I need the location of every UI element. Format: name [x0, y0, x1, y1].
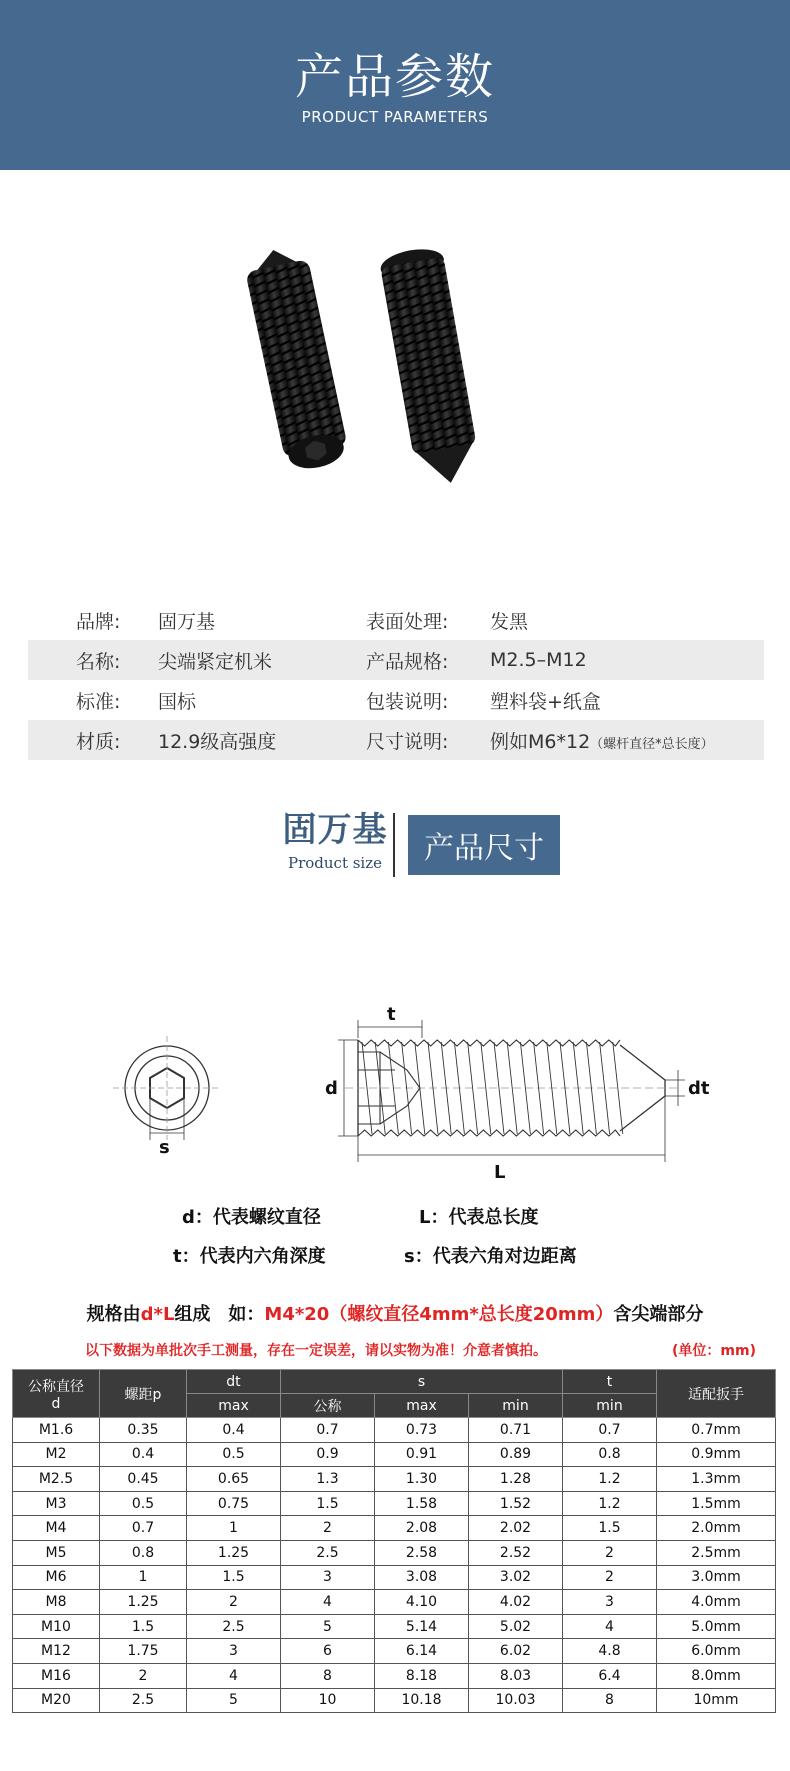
table-cell: 5.02 — [469, 1614, 563, 1639]
subheader-s-max: max — [375, 1394, 469, 1418]
header-t: t — [563, 1370, 657, 1394]
screw-left — [242, 245, 351, 474]
spec-key: 尺寸说明: — [366, 730, 449, 753]
table-cell: M5 — [13, 1540, 100, 1565]
table-cell: 0.45 — [100, 1467, 187, 1492]
table-row — [13, 1516, 776, 1541]
spec-value: 尖端紧定机米 — [158, 650, 273, 673]
table-cell: 0.5 — [100, 1491, 187, 1516]
table-cell: 3 — [187, 1639, 281, 1664]
legend-t: t：代表内六角深度 — [173, 1246, 326, 1267]
table-cell: 3.0mm — [657, 1565, 776, 1590]
dimension-table — [12, 1369, 776, 1713]
table-cell: 10mm — [657, 1688, 776, 1713]
table-cell: 10.03 — [469, 1688, 563, 1713]
table-cell: 0.91 — [375, 1442, 469, 1467]
brand-logo-sub: Product size — [287, 854, 383, 872]
table-cell: 8.18 — [375, 1663, 469, 1688]
table-row — [13, 1565, 776, 1590]
table-cell: 0.73 — [375, 1418, 469, 1443]
table-cell: 5 — [281, 1614, 375, 1639]
label-dt: dt — [688, 1078, 710, 1099]
table-cell: M1.6 — [13, 1418, 100, 1443]
table-cell: 1.28 — [469, 1467, 563, 1492]
dimension-diagram — [0, 990, 790, 1200]
table-cell: M2.5 — [13, 1467, 100, 1492]
subheader-dt-max: max — [187, 1394, 281, 1418]
table-cell: M2 — [13, 1442, 100, 1467]
formula-part: 规格由 — [86, 1304, 141, 1325]
table-header-row — [13, 1370, 776, 1394]
table-cell: 1.5 — [187, 1565, 281, 1590]
table-cell: 10 — [281, 1688, 375, 1713]
table-cell: 4.10 — [375, 1590, 469, 1615]
spec-value: 固万基 — [158, 610, 216, 633]
spec-table — [28, 600, 764, 760]
table-row — [13, 1590, 776, 1615]
end-view — [113, 1036, 221, 1140]
table-cell: 2.08 — [375, 1516, 469, 1541]
spec-key: 产品规格: — [366, 650, 449, 673]
table-row — [13, 1639, 776, 1664]
table-row — [13, 1418, 776, 1443]
legend-d: d：代表螺纹直径 — [182, 1207, 321, 1228]
table-cell: M20 — [13, 1688, 100, 1713]
spec-value: 发黑 — [490, 610, 529, 633]
table-cell: 8.03 — [469, 1663, 563, 1688]
subheader-t-min: min — [563, 1394, 657, 1418]
table-cell: 1.3 — [281, 1467, 375, 1492]
table-cell: 5.0mm — [657, 1614, 776, 1639]
table-cell: 0.71 — [469, 1418, 563, 1443]
spec-formula — [0, 1300, 790, 1326]
spec-value: 国标 — [158, 690, 197, 713]
table-cell: 4.02 — [469, 1590, 563, 1615]
table-cell: 0.4 — [187, 1418, 281, 1443]
table-cell: 4 — [187, 1663, 281, 1688]
spec-key: 品牌: — [76, 610, 121, 633]
table-cell: 3.02 — [469, 1565, 563, 1590]
label-L: L — [494, 1162, 506, 1183]
table-cell: 0.35 — [100, 1418, 187, 1443]
legend-L: L：代表总长度 — [419, 1207, 539, 1228]
table-cell: 1 — [100, 1565, 187, 1590]
table-cell: 6.0mm — [657, 1639, 776, 1664]
table-cell: 2.0mm — [657, 1516, 776, 1541]
table-cell: 0.89 — [469, 1442, 563, 1467]
table-cell: 2.5mm — [657, 1540, 776, 1565]
spec-key: 标准: — [76, 690, 121, 713]
spec-key: 名称: — [76, 650, 121, 673]
table-cell: 1.52 — [469, 1491, 563, 1516]
table-cell: M16 — [13, 1663, 100, 1688]
subheader-s-nominal: 公称 — [281, 1394, 375, 1418]
table-cell: 5 — [187, 1688, 281, 1713]
table-row — [13, 1467, 776, 1492]
product-photo — [240, 245, 540, 535]
table-cell: 2 — [563, 1540, 657, 1565]
spec-value-main: 例如M6*12 — [490, 730, 591, 753]
spec-row — [28, 600, 764, 640]
table-cell: 2 — [187, 1590, 281, 1615]
table-cell: 2.52 — [469, 1540, 563, 1565]
table-cell: M4 — [13, 1516, 100, 1541]
table-cell: 1.3mm — [657, 1467, 776, 1492]
table-cell: 1 — [187, 1516, 281, 1541]
spec-value: 12.9级高强度 — [158, 730, 277, 753]
brand-logo — [275, 810, 395, 878]
table-row — [13, 1540, 776, 1565]
table-row — [13, 1442, 776, 1467]
table-cell: 0.7 — [281, 1418, 375, 1443]
formula-part: 组成 如： — [174, 1304, 265, 1325]
table-row — [13, 1614, 776, 1639]
page-title: 产品参数 — [294, 49, 495, 105]
table-cell: 2.5 — [187, 1614, 281, 1639]
header-dt: dt — [187, 1370, 281, 1394]
unit-label: (单位：mm) — [672, 1343, 756, 1359]
label-d: d — [325, 1078, 338, 1099]
spec-value: M2.5–M12 — [490, 649, 587, 671]
divider — [393, 813, 395, 877]
header-nominal: 公称直径 d — [13, 1370, 100, 1418]
spec-row — [28, 680, 764, 720]
table-cell: 0.7 — [563, 1418, 657, 1443]
table-cell: 1.5 — [281, 1491, 375, 1516]
table-cell: 3 — [563, 1590, 657, 1615]
table-cell: 0.8 — [100, 1540, 187, 1565]
spec-key: 包装说明: — [366, 690, 449, 713]
table-cell: 1.30 — [375, 1467, 469, 1492]
table-cell: 6.14 — [375, 1639, 469, 1664]
spec-row — [28, 640, 764, 680]
spec-value — [490, 727, 764, 754]
table-cell: M10 — [13, 1614, 100, 1639]
spec-row — [28, 720, 764, 760]
formula-part: 含尖端部分 — [613, 1304, 704, 1325]
table-cell: 2.5 — [100, 1688, 187, 1713]
table-cell: 0.65 — [187, 1467, 281, 1492]
table-cell: 1.25 — [187, 1540, 281, 1565]
label-t: t — [387, 1004, 396, 1025]
table-cell: 0.7mm — [657, 1418, 776, 1443]
table-cell: 1.58 — [375, 1491, 469, 1516]
header-wrench: 适配扳手 — [657, 1370, 776, 1418]
table-cell: 2.02 — [469, 1516, 563, 1541]
page-subtitle: PRODUCT PARAMETERS — [301, 108, 489, 126]
table-cell: M12 — [13, 1639, 100, 1664]
brand-logo-text: 固万基 — [282, 810, 388, 850]
spec-value: 塑料袋+纸盒 — [490, 690, 601, 713]
table-cell: 3 — [281, 1565, 375, 1590]
table-cell: 1.2 — [563, 1467, 657, 1492]
header-banner — [0, 0, 790, 170]
table-cell: 2.5 — [281, 1540, 375, 1565]
table-cell: 4 — [563, 1614, 657, 1639]
spec-key: 材质: — [76, 730, 121, 753]
subheader-s-min: min — [469, 1394, 563, 1418]
table-cell: 1.5 — [100, 1614, 187, 1639]
formula-example: M4*20（螺纹直径4mm*总长度20mm） — [264, 1304, 614, 1325]
table-cell: 2 — [281, 1516, 375, 1541]
table-cell: 1.5mm — [657, 1491, 776, 1516]
table-cell: 1.2 — [563, 1491, 657, 1516]
table-cell: 2.58 — [375, 1540, 469, 1565]
section-title: 产品尺寸 — [408, 815, 560, 875]
table-cell: M8 — [13, 1590, 100, 1615]
table-cell: 5.14 — [375, 1614, 469, 1639]
table-cell: 0.4 — [100, 1442, 187, 1467]
table-row — [13, 1491, 776, 1516]
side-view — [338, 1020, 685, 1162]
table-cell: 0.5 — [187, 1442, 281, 1467]
table-cell: 1.25 — [100, 1590, 187, 1615]
table-cell: 6 — [281, 1639, 375, 1664]
header-s: s — [281, 1370, 563, 1394]
table-row — [13, 1663, 776, 1688]
table-cell: M3 — [13, 1491, 100, 1516]
table-cell: 0.9 — [281, 1442, 375, 1467]
table-cell: 8.0mm — [657, 1663, 776, 1688]
table-cell: 8 — [563, 1688, 657, 1713]
table-cell: 0.8 — [563, 1442, 657, 1467]
header-pitch: 螺距p — [100, 1370, 187, 1418]
formula-highlight: d*L — [140, 1304, 175, 1325]
spec-note: （螺杆直径*总长度） — [590, 736, 714, 752]
table-row — [13, 1688, 776, 1713]
table-cell: 4 — [281, 1590, 375, 1615]
legend-s: s：代表六角对边距离 — [404, 1246, 577, 1267]
table-cell: 2 — [100, 1663, 187, 1688]
table-cell: 0.75 — [187, 1491, 281, 1516]
disclaimer-text: 以下数据为单批次手工测量，存在一定误差，请以实物为准！介意者慎拍。 — [85, 1343, 547, 1359]
label-s: s — [159, 1137, 170, 1158]
table-cell: 3.08 — [375, 1565, 469, 1590]
table-cell: 6.4 — [563, 1663, 657, 1688]
screw-right — [378, 245, 482, 488]
table-cell: 1.75 — [100, 1639, 187, 1664]
table-cell: 0.7 — [100, 1516, 187, 1541]
table-cell: 6.02 — [469, 1639, 563, 1664]
table-cell: 0.9mm — [657, 1442, 776, 1467]
table-cell: M6 — [13, 1565, 100, 1590]
table-cell: 1.5 — [563, 1516, 657, 1541]
table-cell: 4.0mm — [657, 1590, 776, 1615]
table-cell: 10.18 — [375, 1688, 469, 1713]
table-cell: 8 — [281, 1663, 375, 1688]
table-cell: 2 — [563, 1565, 657, 1590]
spec-key: 表面处理: — [366, 610, 449, 633]
table-cell: 4.8 — [563, 1639, 657, 1664]
